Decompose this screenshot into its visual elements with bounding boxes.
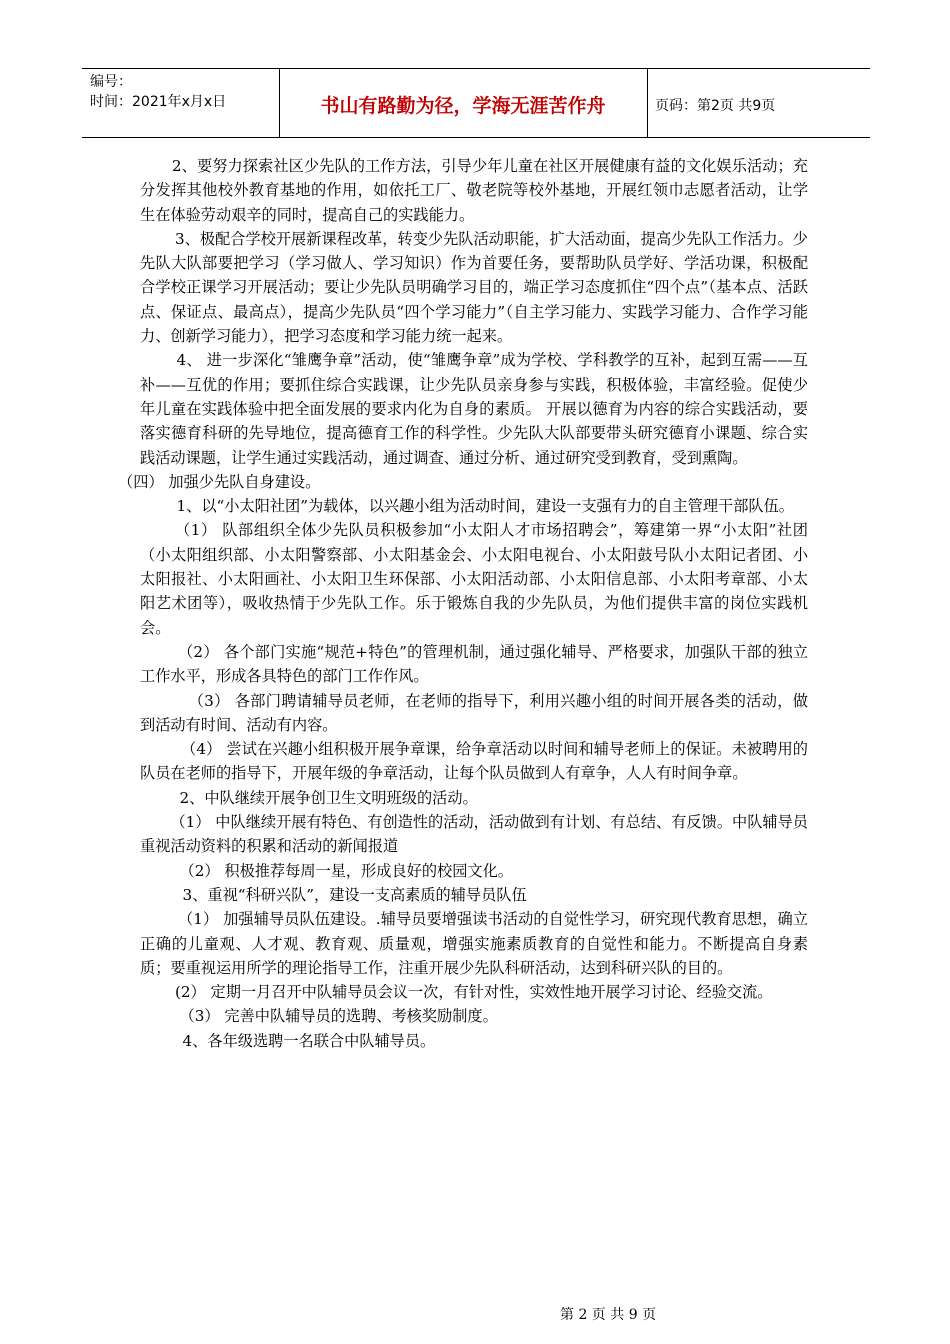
- paragraph-research-team: 3、重视“科研兴队”，建设一支高素质的辅导员队伍: [182, 885, 527, 904]
- paragraph-squad-item-1: （1） 中队继续开展有特色、有创造性的活动，活动做到有计划、有总结、有反馈。中队辅导员重视活动资料的积累和活动的新闻报道: [140, 813, 808, 856]
- document-body: [118, 154, 808, 1053]
- paragraph-community-work: 2、要努力探索社区少先队的工作方法，引导少年儿童在社区开展健康有益的文化娱乐活动；充分发挥其他校外教育基地的作用，如依托工厂、敬老院等校外基地，开展红领巾志愿者活动，让学生在体验劳动艰辛的同时，提高自己的实践能力。: [140, 157, 808, 224]
- paragraph-eagle-badge: 4、 进一步深化“雏鹰争章”活动，使“雏鹰争章”成为学校、学科教学的互补，起到互需——互补——互优的作用；要抓住综合实践课，让少先队员亲身参与实践，积极体验，丰富经验。促使少年儿童在实践体验中把全面发展的要求内化为自身的素质。 开展以德育为内容的综合实践活动，要落实德育科研的先导地位，提高德育工作的科学性。少先队大队部要带头研究德育小课题、综合实践活动课题，让学生通过实践活动，通过调查、通过分析、通过研究受到教育，受到熏陶。: [140, 351, 808, 467]
- header-page-number: 页码：第2页 共9页: [655, 98, 776, 114]
- paragraph-sun-club-item-1: （1） 队部组织全体少先队员积极参加“小太阳人才市场招聘会”，筹建第一界“小太阳”社团（小太阳组织部、小太阳警察部、小太阳基金会、小太阳电视台、小太阳鼓号队小太阳记者团、小太阳报社、小太阳画社、小太阳卫生环保部、小太阳活动部、小太阳信息部、小太阳考章部、小太阳艺术团等），吸收热情于少先队工作。乐于锻炼自我的少先队员，为他们提供丰富的岗位实践机会。: [140, 521, 808, 637]
- paragraph-sun-club: 1、以“小太阳社团”为载体，以兴趣小组为活动时间，建设一支强有力的自主管理干部队伍。: [176, 497, 794, 516]
- paragraph-sun-club-item-2: （2） 各个部门实施“规范+特色”的管理机制，通过强化辅导、严格要求，加强队干部的独立工作水平，形成各具特色的部门工作作风。: [140, 642, 808, 686]
- page-header: [82, 68, 870, 138]
- document-time: 时间：2021年x月x日: [90, 94, 227, 110]
- paragraph-sun-club-item-3: （3） 各部门聘请辅导员老师，在老师的指导下，利用兴趣小组的时间开展各类的活动，做到活动有时间、活动有内容。: [140, 691, 808, 734]
- document-number-label: 编号：: [90, 74, 132, 90]
- paragraph-research-item-3: （3） 完善中队辅导员的选聘、考核奖励制度。: [179, 1007, 498, 1026]
- section-heading-self-building: （四） 加强少先队自身建设。: [118, 472, 321, 491]
- paragraph-curriculum-reform: 3、极配合学校开展新课程改革，转变少先队活动职能，扩大活动面，提高少先队工作活力。少先队大队部要把学习（学习做人、学习知识）作为首要任务，要帮助队员学好、学活功课，积极配合学校正课学习开展活动；要让少先队员明确学习目的，端正学习态度抓住“四个点”（基本点、活跃点、保证点、最高点），提高少先队员“四个学习能力”（自主学习能力、实践学习能力、合作学习能力、创新学习能力），把学习态度和学习能力统一起来。: [140, 229, 808, 346]
- paragraph-research-item-2: (2） 定期一月召开中队辅导员会议一次，有针对性，实效性地开展学习讨论、经验交流。: [174, 983, 773, 1002]
- page-footer: 第 2 页 共 9 页: [560, 1307, 657, 1323]
- paragraph-sun-club-item-4: （4） 尝试在兴趣小组积极开展争章课，给争章活动以时间和辅导老师上的保证。未被聘用的队员在老师的指导下，开展年级的争章活动，让每个队员做到人有章争，人人有时间争章。: [140, 740, 808, 783]
- paragraph-grade-counselor: 4、各年级选聘一名联合中队辅导员。: [182, 1031, 436, 1050]
- header-motto: 书山有路勤为径，学海无涯苦作舟: [320, 95, 606, 117]
- header-page-cell: [647, 69, 870, 137]
- header-motto-cell: [279, 69, 648, 137]
- paragraph-squad-item-2: （2） 积极推荐每周一星，形成良好的校园文化。: [179, 861, 513, 880]
- header-info-cell: [82, 69, 280, 137]
- paragraph-squad-activity: 2、中队继续开展争创卫生文明班级的活动。: [179, 788, 478, 807]
- paragraph-research-item-1: （1） 加强辅导员队伍建设。.辅导员要增强读书活动的自觉性学习，研究现代教育思想，确立正确的儿童观、人才观、教育观、质量观，增强实施素质教育的自觉性和能力。不断提高自身素质；要重视运用所学的理论指导工作，注重开展少先队科研活动，达到科研兴队的目的。: [140, 910, 808, 977]
